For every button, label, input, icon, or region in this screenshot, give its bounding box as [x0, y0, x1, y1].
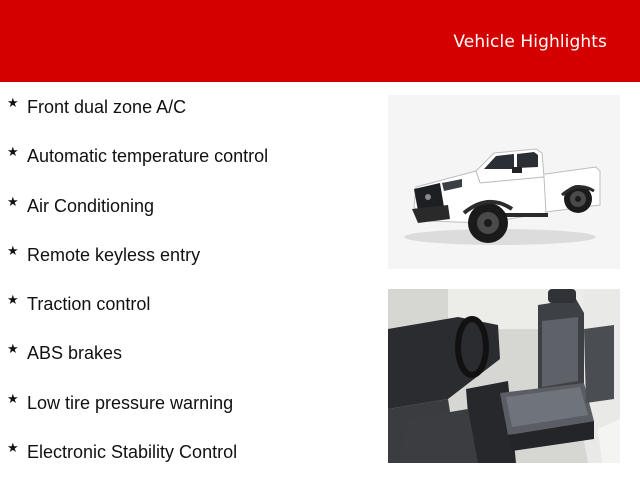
feature-item: [7, 96, 377, 145]
interior-photo[interactable]: [388, 289, 620, 463]
star-icon: ★: [7, 293, 19, 309]
feature-item: [7, 342, 377, 391]
feature-label: ABS brakes: [27, 343, 123, 364]
truck-exterior-illustration: [388, 95, 620, 269]
feature-label: Electronic Stability Control: [27, 442, 238, 463]
feature-label: Front dual zone A/C: [27, 97, 187, 117]
star-icon: ★: [7, 391, 19, 407]
feature-item: [7, 293, 377, 342]
exterior-photo[interactable]: [388, 95, 620, 269]
feature-item: [7, 195, 377, 244]
feature-label: Automatic temperature control: [27, 146, 269, 167]
header-title: Vehicle Highlights: [453, 32, 607, 52]
feature-label: Air Conditioning: [27, 195, 155, 216]
feature-item: [7, 441, 377, 480]
star-icon: ★: [7, 145, 19, 161]
feature-label: Low tire pressure warning: [27, 392, 234, 413]
feature-label: Traction control: [27, 294, 151, 315]
truck-interior-illustration: [388, 289, 620, 463]
feature-item: [7, 145, 377, 194]
feature-list: [7, 96, 377, 480]
header-bar: [0, 0, 640, 82]
feature-label: Remote keyless entry: [27, 244, 201, 265]
star-icon: ★: [7, 342, 19, 358]
star-icon: ★: [7, 194, 19, 210]
feature-item: [7, 244, 377, 293]
star-icon: ★: [7, 243, 19, 259]
feature-item: [7, 392, 377, 441]
star-icon: ★: [7, 441, 19, 457]
star-icon: ★: [7, 96, 19, 111]
